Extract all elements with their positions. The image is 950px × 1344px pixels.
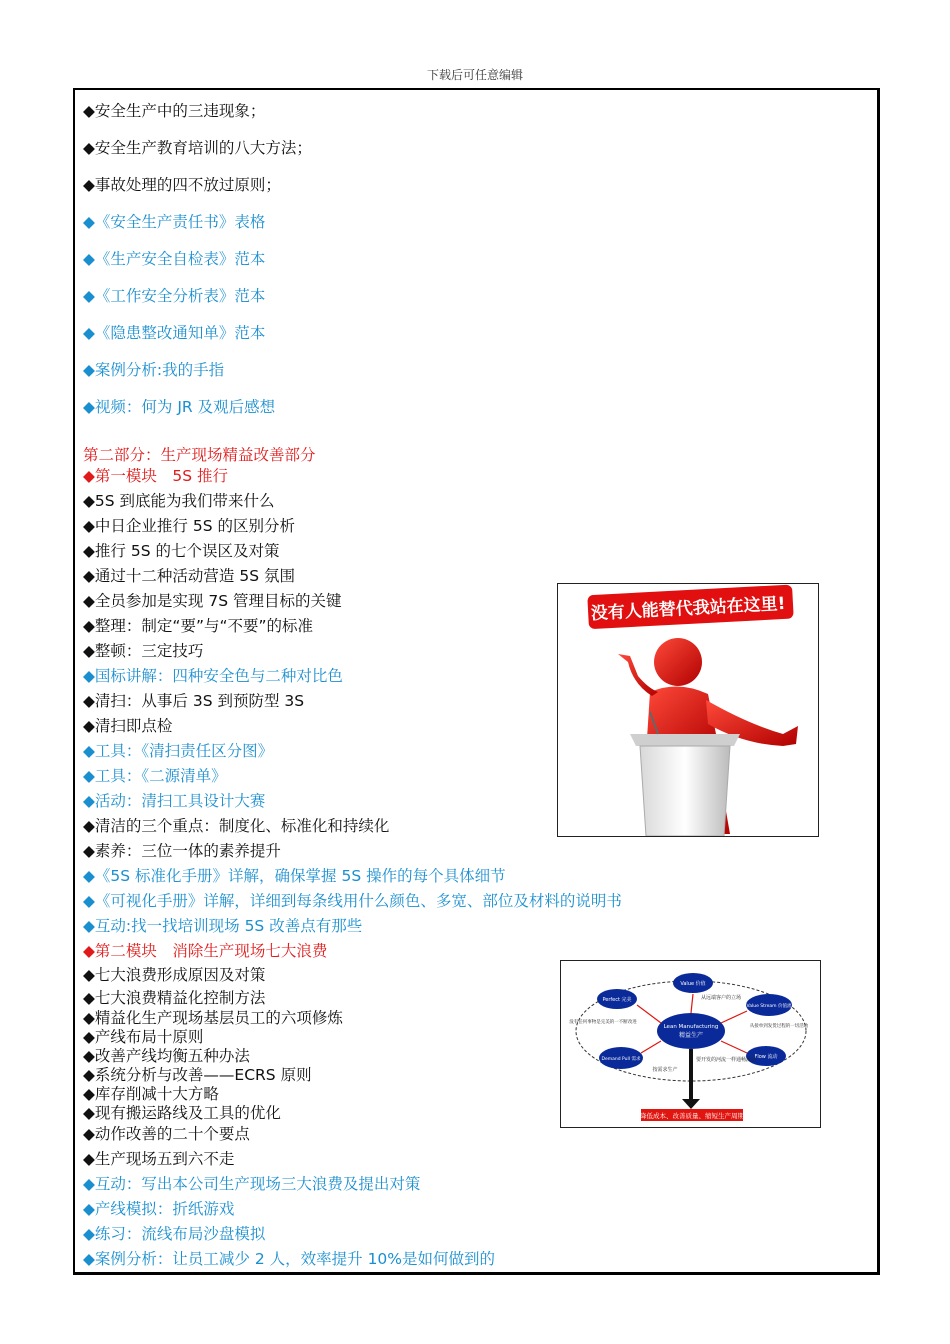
outline-item: ◆动作改善的二十个要点	[83, 1125, 250, 1143]
outline-item: ◆清洁的三个重点：制度化、标准化和持续化	[83, 817, 390, 835]
outline-item: ◆第一模块 5S 推行	[83, 467, 229, 485]
outline-item: ◆全员参加是实现 7S 管理目标的关键	[83, 592, 342, 610]
outline-item: ◆活动：清扫工具设计大赛	[83, 792, 266, 810]
center-cn-label: 精益生产	[678, 1032, 704, 1039]
perfect-node-label: Perfect 完美	[602, 997, 632, 1003]
outline-item: ◆生产现场五到六不走	[83, 1150, 235, 1168]
outline-item: ◆清扫：从事后 3S 到预防型 3S	[83, 692, 305, 710]
note-left: 没有任何事物是完美的一不断改进	[569, 1020, 637, 1025]
speech-banner-text: 没有人能替代我站在这里!	[590, 593, 786, 625]
outline-item: ◆七大浪费精益化控制方法	[83, 989, 266, 1007]
outline-item: ◆安全生产教育培训的八大方法；	[83, 139, 312, 157]
red-figure-podium-illustration	[558, 584, 818, 836]
outline-item: ◆整理：制定“要”与“不要”的标准	[83, 617, 314, 635]
outline-item: ◆安全生产中的三违现象；	[83, 102, 266, 120]
outline-item: ◆《5S 标准化手册》详解，确保掌握 5S 操作的每个具体细节	[83, 867, 506, 885]
outline-item: ◆现有搬运路线及工具的优化	[83, 1104, 281, 1122]
speaker-image	[557, 583, 819, 837]
outline-item: 第二部分：生产现场精益改善部分	[83, 446, 316, 464]
value-node-label: Value 价值	[680, 981, 706, 987]
lean-cycle-diagram	[561, 961, 820, 1127]
outline-item: ◆《生产安全自检表》范本	[83, 250, 266, 268]
outline-item: ◆整顿：三定技巧	[83, 642, 204, 660]
demand-pull-node-label: Demand Pull 需求	[601, 1057, 641, 1062]
outline-item: ◆事故处理的四不放过原则；	[83, 176, 281, 194]
note-bottom: 按需求生产	[652, 1067, 678, 1073]
outline-item: ◆国标讲解：四种安全色与二种对比色	[83, 667, 343, 685]
outline-item: ◆系统分析与改善——ECRS 原则	[83, 1066, 312, 1084]
outline-item: ◆案例分析:我的手指	[83, 361, 225, 379]
outline-item: ◆七大浪费形成原因及对策	[83, 966, 266, 984]
result-label: 降低成本、改善质量、缩短生产周期	[640, 1112, 744, 1120]
flow-node-label: Flow 流动	[754, 1054, 778, 1060]
outline-item: ◆中日企业推行 5S 的区别分析	[83, 517, 295, 535]
outline-item: ◆通过十二种活动营造 5S 氛围	[83, 567, 295, 585]
outline-item: ◆《工作安全分析表》范本	[83, 287, 266, 305]
outline-item: ◆案例分析：让员工减少 2 人，效率提升 10%是如何做到的	[83, 1250, 496, 1268]
outline-item: ◆《安全生产责任书》表格	[83, 213, 266, 231]
lean-manufacturing-diagram	[560, 960, 821, 1128]
page-header: 下载后可任意编辑	[426, 68, 523, 82]
outline-item: ◆5S 到底能为我们带来什么	[83, 492, 275, 510]
note-top: 从远端客户的立场	[700, 995, 742, 1001]
outline-item: ◆练习：流线布局沙盘模拟	[83, 1225, 266, 1243]
outline-item: ◆精益化生产现场基层员工的六项修炼	[83, 1009, 343, 1027]
outline-item: ◆《可视化手册》详解，详细到每条线用什么颜色、多宽、部位及材料的说明书	[83, 892, 622, 910]
note-right: 从接单到发货过程的一切活动	[749, 1024, 809, 1029]
outline-item: ◆改善产线均衡五种办法	[83, 1047, 250, 1065]
outline-item: ◆产线布局十原则	[83, 1028, 204, 1046]
outline-item: ◆视频：何为 JR 及观后感想	[83, 398, 276, 416]
outline-item: ◆库存削减十大方略	[83, 1085, 219, 1103]
outline-item: ◆互动:找一找培训现场 5S 改善点有那些	[83, 917, 363, 935]
note-bottom-right: 要开发的河流一样通畅流动	[695, 1057, 757, 1063]
outline-item: ◆清扫即点检	[83, 717, 173, 735]
center-en-label: Lean Manufacturing	[663, 1024, 719, 1030]
value-stream-node-label: Value Stream 价值流	[746, 1004, 792, 1009]
outline-item: ◆工具：《清扫责任区分图》	[83, 742, 274, 760]
outline-item: ◆推行 5S 的七个误区及对策	[83, 542, 280, 560]
outline-item: ◆产线模拟：折纸游戏	[83, 1200, 235, 1218]
outline-item: ◆素养：三位一体的素养提升	[83, 842, 281, 860]
outline-item: ◆《隐患整改通知单》范本	[83, 324, 266, 342]
outline-item: ◆工具：《二源清单》	[83, 767, 227, 785]
outline-item: ◆第二模块 消除生产现场七大浪费	[83, 942, 328, 960]
outline-item: ◆互动：写出本公司生产现场三大浪费及提出对策	[83, 1175, 421, 1193]
